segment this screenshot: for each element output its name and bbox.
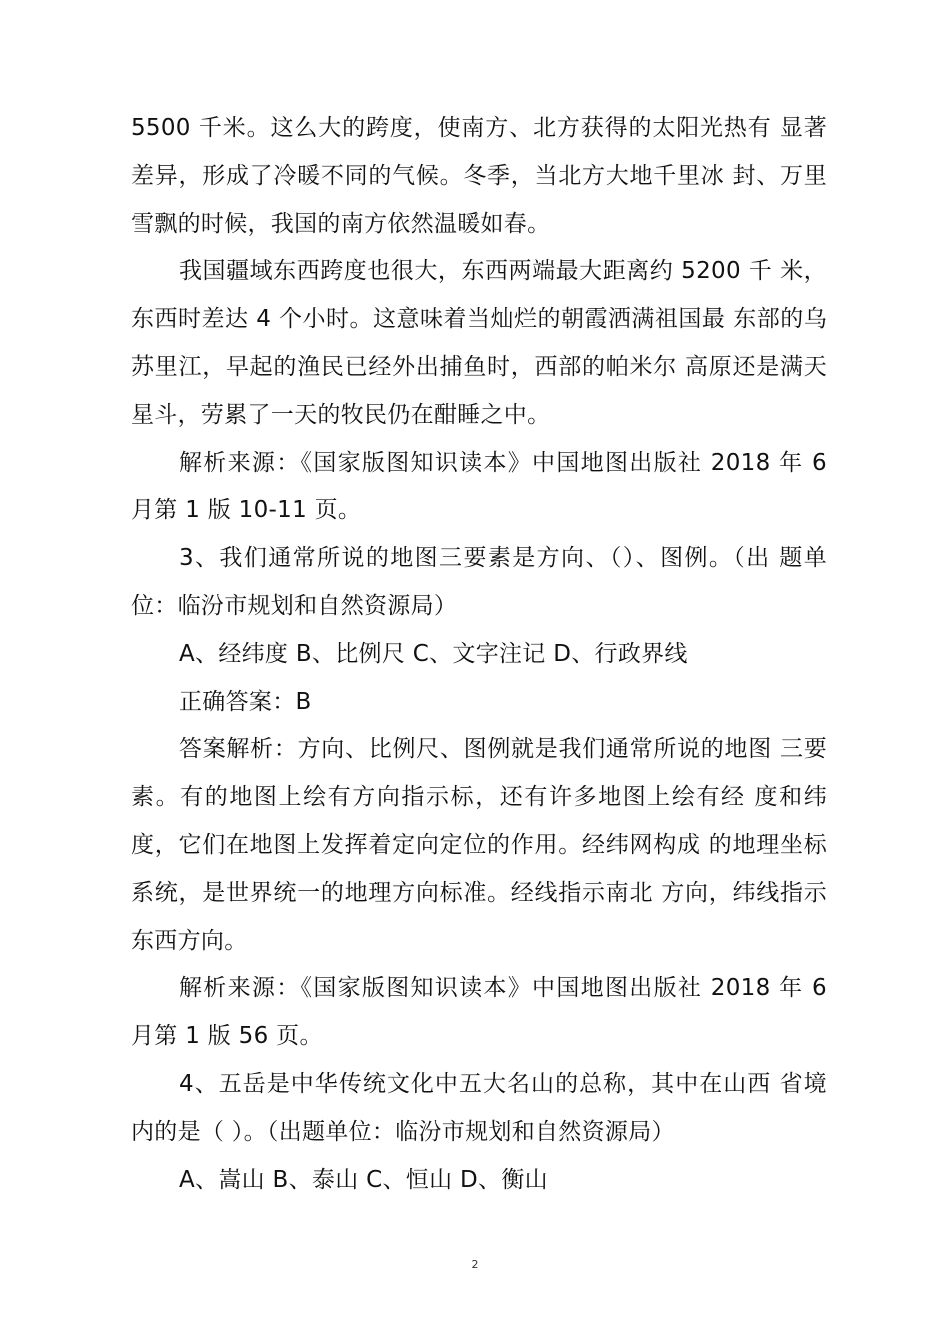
- page-body: [131, 105, 827, 1204]
- question-4-options: A、嵩山 B、泰山 C、恒山 D、衡山: [179, 1166, 548, 1193]
- question-4: 4、五岳是中华传统文化中五大名山的总称，其中在山西 省境内的是（ ）。（出题单位：临汾市规划和自然资源局）: [131, 1070, 827, 1145]
- question-3: 3、我们通常所说的地图三要素是方向、（）、图例。（出 题单位：临汾市规划和自然资源局）: [131, 545, 827, 619]
- paragraph-source-1: 解析来源：《国家版图知识读本》中国地图出版社 2018 年 6 月第 1 版 10-11 页。: [131, 449, 827, 524]
- paragraph-latitude-span: 5500 千米。这么大的跨度，使南方、北方获得的太阳光热有 显著差异，形成了冷暖不同的气候。冬季，当北方大地千里冰 封、万里雪飘的时候，我国的南方依然温暖如春。: [131, 115, 827, 237]
- paragraph-source-2: 解析来源：《国家版图知识读本》中国地图出版社 2018 年 6 月第 1 版 56 页。: [131, 975, 827, 1050]
- paragraph-longitude-span: 我国疆域东西跨度也很大，东西两端最大距离约 5200 千 米，东西时差达 4 个小时。这意味着当灿烂的朝霞洒满祖国最 东部的乌苏里江，早起的渔民已经外出捕鱼时，西部的帕米尔 高原还是满天星斗，劳累了一天的牧民仍在酣睡之中。: [131, 258, 827, 428]
- question-3-options: A、经纬度 B、比例尺 C、文字注记 D、行政界线: [179, 640, 688, 667]
- page-number: 2: [471, 1258, 479, 1271]
- question-3-answer: 正确答案：B: [179, 688, 312, 715]
- question-3-explanation: 答案解析：方向、比例尺、图例就是我们通常所说的地图 三要素。有的地图上绘有方向指示标，还有许多地图上绘有经 度和纬度，它们在地图上发挥着定向定位的作用。经纬网构成 的地理坐标系统，是世界统一的地理方向标准。经线指示南北 方向，纬线指示东西方向。: [131, 736, 827, 954]
